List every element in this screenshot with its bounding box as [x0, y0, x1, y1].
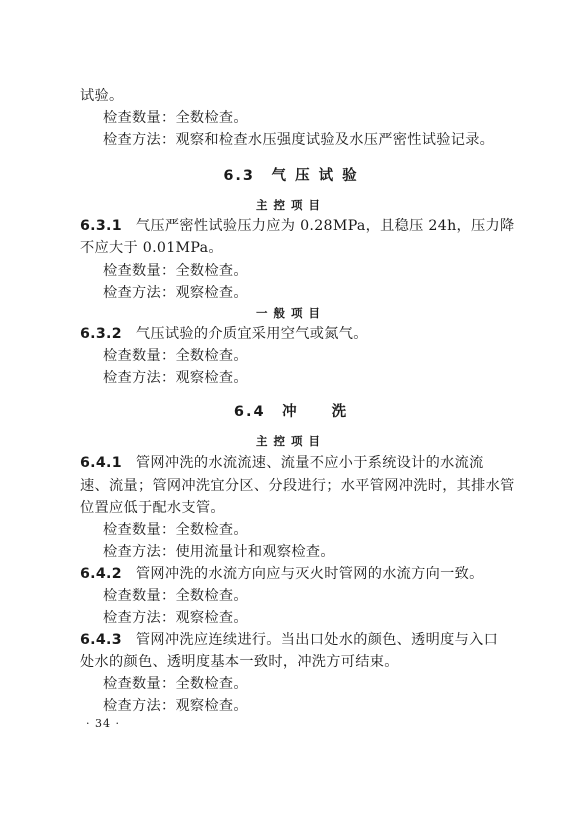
text-line: 检查数量：全数检查。 — [103, 348, 248, 364]
clause — [80, 453, 484, 473]
clause-text: 管网冲洗的水流方向应与灭火时管网的水流方向一致。 — [135, 566, 484, 582]
section-heading: 6.4 冲 洗 — [233, 404, 349, 420]
clause-text: 管网冲洗的水流流速、流量不应小于系统设计的水流流 — [135, 455, 484, 471]
text-line: 检查方法：观察检查。 — [103, 698, 248, 714]
text-line: 检查方法：使用流量计和观察检查。 — [103, 544, 335, 560]
section-heading: 6.3 气 压 试 验 — [223, 168, 359, 184]
text-line: 检查数量：全数检查。 — [103, 110, 248, 126]
text-line: 检查数量：全数检查。 — [103, 263, 248, 279]
subsection-heading: 主控项目 — [256, 198, 326, 212]
text-line: 检查数量：全数检查。 — [103, 588, 248, 604]
page-number: · 34 · — [86, 717, 120, 730]
clause — [80, 630, 498, 650]
text-line: 检查方法：观察和检查水压强度试验及水压严密性试验记录。 — [103, 132, 495, 148]
clause-number: 6.3.2 — [80, 326, 122, 342]
text-line: 检查方法：观察检查。 — [103, 370, 248, 386]
clause-number: 6.4.3 — [80, 632, 122, 648]
clause — [80, 216, 514, 236]
clause-text: 气压严密性试验压力应为 0.28MPa，且稳压 24h，压力降 — [135, 218, 515, 234]
text-line: 检查方法：观察检查。 — [103, 610, 248, 626]
clause — [80, 324, 368, 344]
text-line: 检查方法：观察检查。 — [103, 285, 248, 301]
clause-number: 6.4.2 — [80, 566, 122, 582]
clause-text: 管网冲洗应连续进行。当出口处水的颜色、透明度与入口 — [135, 632, 499, 648]
clause-number: 6.4.1 — [80, 455, 122, 471]
clause — [80, 564, 484, 584]
text-line: 检查数量：全数检查。 — [103, 676, 248, 692]
subsection-heading: 一般项目 — [256, 306, 326, 320]
text-line: 检查数量：全数检查。 — [103, 522, 248, 538]
text-line: 不应大于 0.01MPa。 — [80, 240, 223, 256]
clause-number: 6.3.1 — [80, 218, 122, 234]
text-line: 处水的颜色、透明度基本一致时，冲洗方可结束。 — [80, 654, 399, 670]
text-line: 位置应低于配水支管。 — [80, 500, 225, 516]
text-line: 试验。 — [80, 88, 124, 104]
subsection-heading: 主控项目 — [256, 434, 326, 448]
text-line: 速、流量；管网冲洗宜分区、分段进行；水平管网冲洗时，其排水管 — [80, 478, 515, 494]
clause-text: 气压试验的介质宜采用空气或氮气。 — [135, 326, 368, 342]
